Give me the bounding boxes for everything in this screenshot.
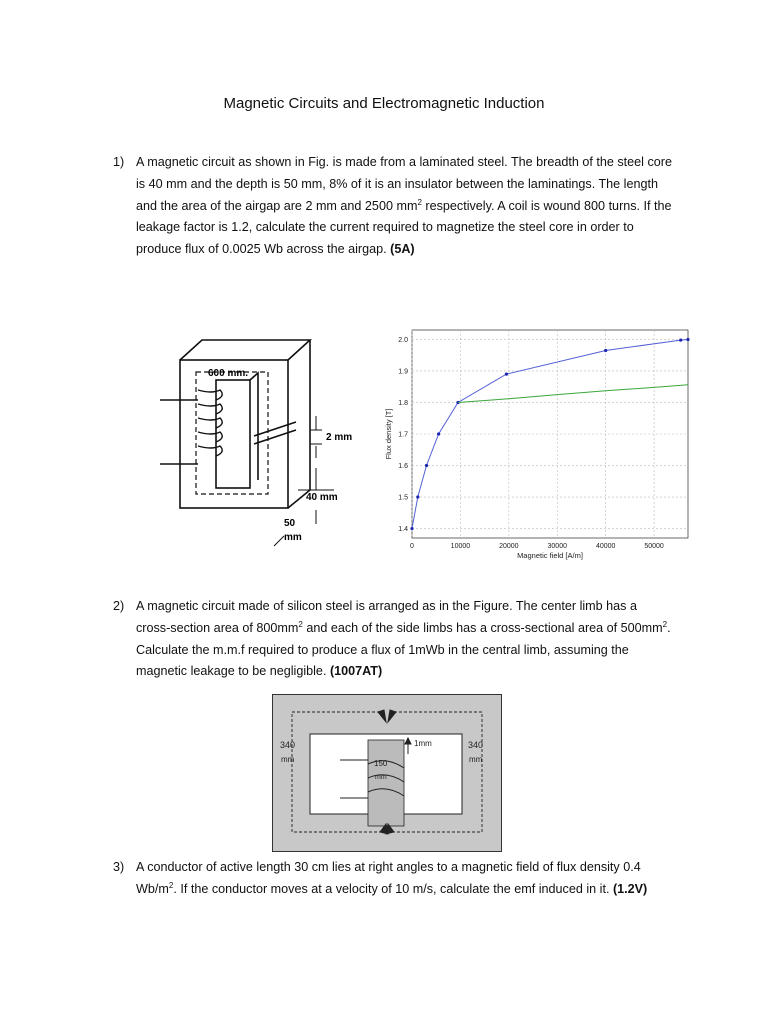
core-outline — [180, 340, 310, 508]
question-text-part: respectively. A coil is wound 800 turns. If the leakage factor is 1.2, calculate the current required to magnetize the steel core in order to produce flux of 0.0025 Wb across the airgap. — [136, 198, 672, 257]
breadth-label: 40 mm — [306, 492, 338, 503]
x-tick-label: 50000 — [644, 543, 664, 550]
superscript: 2 — [298, 619, 303, 629]
series-point — [437, 432, 440, 435]
y-tick-label: 1.8 — [398, 399, 408, 407]
question-1 — [113, 152, 673, 261]
x-axis-label: Magnetic field [A/m] — [517, 551, 583, 560]
y-tick-label: 1.6 — [398, 463, 408, 471]
question-2 — [113, 596, 673, 683]
bh-curve-chart — [380, 326, 692, 576]
y-tick-label: 1.9 — [398, 368, 408, 376]
left-limb-unit: mm — [281, 755, 295, 764]
y-tick-label: 1.4 — [398, 526, 408, 534]
answer: (1007AT) — [329, 664, 383, 679]
coil — [160, 390, 222, 464]
page-title: Magnetic Circuits and Electromagnetic Induction — [223, 95, 545, 112]
x-tick-label: 30000 — [547, 543, 567, 550]
answer: (1.2V) — [612, 881, 648, 896]
question-3 — [113, 857, 673, 901]
series-point — [425, 464, 428, 467]
depth-arrow — [274, 536, 284, 546]
right-limb-label: 340 — [468, 740, 484, 750]
question-text — [136, 152, 673, 261]
superscript: 2 — [168, 880, 174, 890]
y-tick-label: 1.7 — [398, 431, 408, 439]
series-point — [410, 527, 413, 530]
gap-label: 2 mm — [326, 432, 353, 443]
question-text-part: A conductor of active length 30 cm lies at right angles to a magnetic field of flux density 0.4 Wb/m — [136, 860, 641, 896]
center-limb — [368, 740, 404, 826]
right-limb-unit: mm — [469, 755, 483, 764]
question-number: 3) — [113, 860, 125, 874]
question-text-part: and each of the side limbs has a cross-sectional area of 500mm — [302, 620, 663, 635]
left-limb-label: 340 — [280, 740, 296, 750]
question-text-part: . If the conductor moves at a velocity of 10 m/s, calculate the emf induced in it. — [173, 881, 613, 896]
series-point — [604, 349, 607, 352]
series-point — [416, 495, 419, 498]
y-tick-label: 2.0 — [398, 336, 408, 344]
question-text-part: A magnetic circuit made of silicon steel is arranged as in the Figure. The center limb has a cross-section area of 800mm — [136, 599, 637, 635]
question-text — [136, 596, 673, 683]
series-point — [505, 373, 508, 376]
three-limb-core-diagram — [272, 694, 502, 852]
length-label: 600 mm. — [208, 368, 249, 379]
x-tick-label: 40000 — [595, 543, 616, 550]
superscript: 2 — [662, 619, 668, 629]
superscript: 2 — [417, 197, 422, 207]
gap-label: 1mm — [414, 739, 432, 748]
question-number: 2) — [113, 599, 125, 613]
series-point — [686, 338, 689, 341]
question-text-part: . Calculate the m.m.f required to produce a flux of 1mWb in the central limb, assuming the magnetic leakage to be negligible. — [136, 620, 671, 679]
question-text — [136, 857, 673, 901]
y-axis-label: Flux density [T] — [384, 408, 393, 460]
center-limb-unit: mm — [375, 774, 387, 781]
center-limb-label: 150 — [374, 759, 388, 768]
question-number: 1) — [113, 155, 125, 169]
answer: (5A) — [390, 242, 415, 257]
x-tick-label: 10000 — [450, 543, 471, 550]
core-diagram — [150, 318, 370, 550]
x-tick-label: 20000 — [499, 543, 519, 550]
depth-unit-label: mm — [284, 532, 302, 543]
question-text-part: A magnetic circuit as shown in Fig. is made from a laminated steel. The breadth of the steel core is 40 mm and the depth is 50 mm, 8% of it is an insulator between the laminatings. The length and the area of the airgap are 2 mm and 2500 mm — [136, 155, 672, 213]
depth-label: 50 — [284, 518, 296, 529]
x-tick-label: 0 — [410, 543, 414, 550]
y-tick-label: 1.5 — [398, 494, 408, 502]
series-point — [679, 338, 682, 341]
